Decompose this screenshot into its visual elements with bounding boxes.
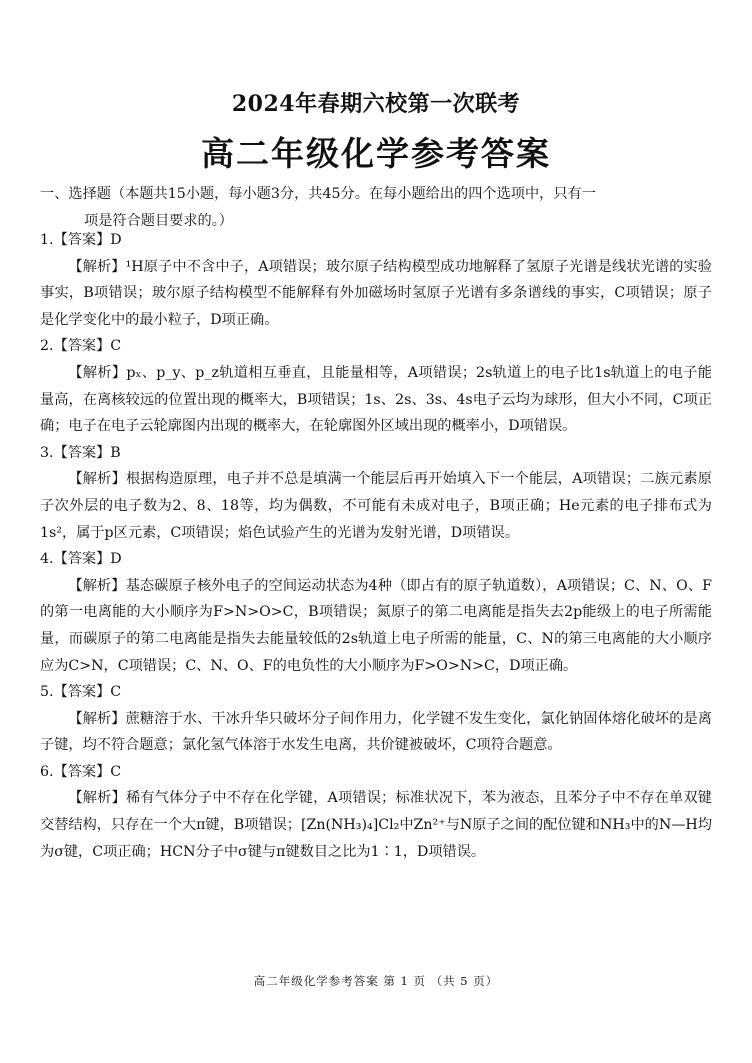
exam-name: 2024年春期六校第一次联考 (231, 91, 521, 117)
question-analysis: 【解析】pₓ、p_y、p_z轨道相互垂直，且能量相等，A项错误；2s轨道上的电子比1s轨道上的电子能量高，在离核较远的位置出现的概率大，B项错误；1s、2s、3s、4s电子云均为球形，但大小不同，C项正确；电子在电子云轮廓图内出现的概率大，在轮廓图外区域出现的概率小，D项错误。 (40, 364, 712, 435)
question-analysis: 【解析】稀有气体分子中不存在化学键，A项错误；标准状况下，苯为液态，且苯分子中不存在单双键交替结构，只存在一个大π键，B项错误；[Zn(NH₃)₄]Cl₂中Zn²⁺与N原子之间的配位键和NH₃中的N—H均为σ键，C项正确；HCN分子中σ键与π键数目之比为1∶1，D项错误。 (40, 790, 712, 860)
question-analysis: 【解析】根据构造原理，电子并不总是填满一个能层后再开始填入下一个能层，A项错误；二族元素原子次外层的电子数为2、8、18等，均为偶数，不可能有未成对电子，B项正确；He元素的电子排布式为1s²，属于p区元素，C项错误；焰色试验产生的光谱为发射光谱，D项错误。 (40, 471, 712, 541)
question-answer: 2.【答案】C (40, 338, 122, 355)
question-block (40, 227, 712, 333)
question-block (40, 679, 712, 759)
question-analysis: 【解析】基态碳原子核外电子的空间运动状态为4种（即占有的原子轨道数），A项错误；C、N、O、F的第一电离能的大小顺序为F>N>O>C，B项错误；氮原子的第二电离能是指失去2p能级上的电子所需能量，而碳原子的第二电离能是指失去能量较低的2s轨道上电子所需的能量，C、N的第三电离能的大小顺序应为C>N，C项错误；C、N、O、F的电负性的大小顺序为F>O>N>C，D项正确。 (40, 577, 712, 674)
question-block (40, 333, 712, 439)
question-block (40, 546, 712, 679)
question-analysis: 【解析】蔗糖溶于水、干冰升华只破坏分子间作用力，化学键不发生变化，氯化钠固体熔化破坏的是离子键，均不符合题意；氯化氢气体溶于水发生电离，共价键被破坏，C项符合题意。 (40, 710, 712, 754)
question-answer: 1.【答案】D (40, 232, 122, 248)
question-answer: 4.【答案】D (40, 551, 122, 568)
section-heading-line1: 一、选择题（本题共15小题，每小题3分，共45分。在每小题给出的四个选项中，只有一 (40, 186, 596, 202)
question-answer: 6.【答案】C (40, 763, 122, 780)
question-block (40, 440, 712, 546)
question-answer: 5.【答案】C (40, 684, 122, 701)
section-heading-line2: 项是符合题目要求的。） (84, 213, 233, 229)
answer-list (40, 227, 712, 865)
document-title: 高二年级化学参考答案 (201, 134, 551, 173)
page-footer: 高二年级化学参考答案 第 1 页 （共 5 页） (253, 974, 499, 988)
question-block (40, 759, 712, 865)
question-analysis: 【解析】¹H原子中不含中子，A项错误；玻尔原子结构模型成功地解释了氢原子光谱是线状光谱的实验事实，B项错误；玻尔原子结构模型不能解释有外加磁场时氢原子光谱有多条谱线的事实，C项错误；原子是化学变化中的最小粒子，D项正确。 (40, 258, 712, 328)
question-answer: 3.【答案】B (40, 444, 121, 461)
